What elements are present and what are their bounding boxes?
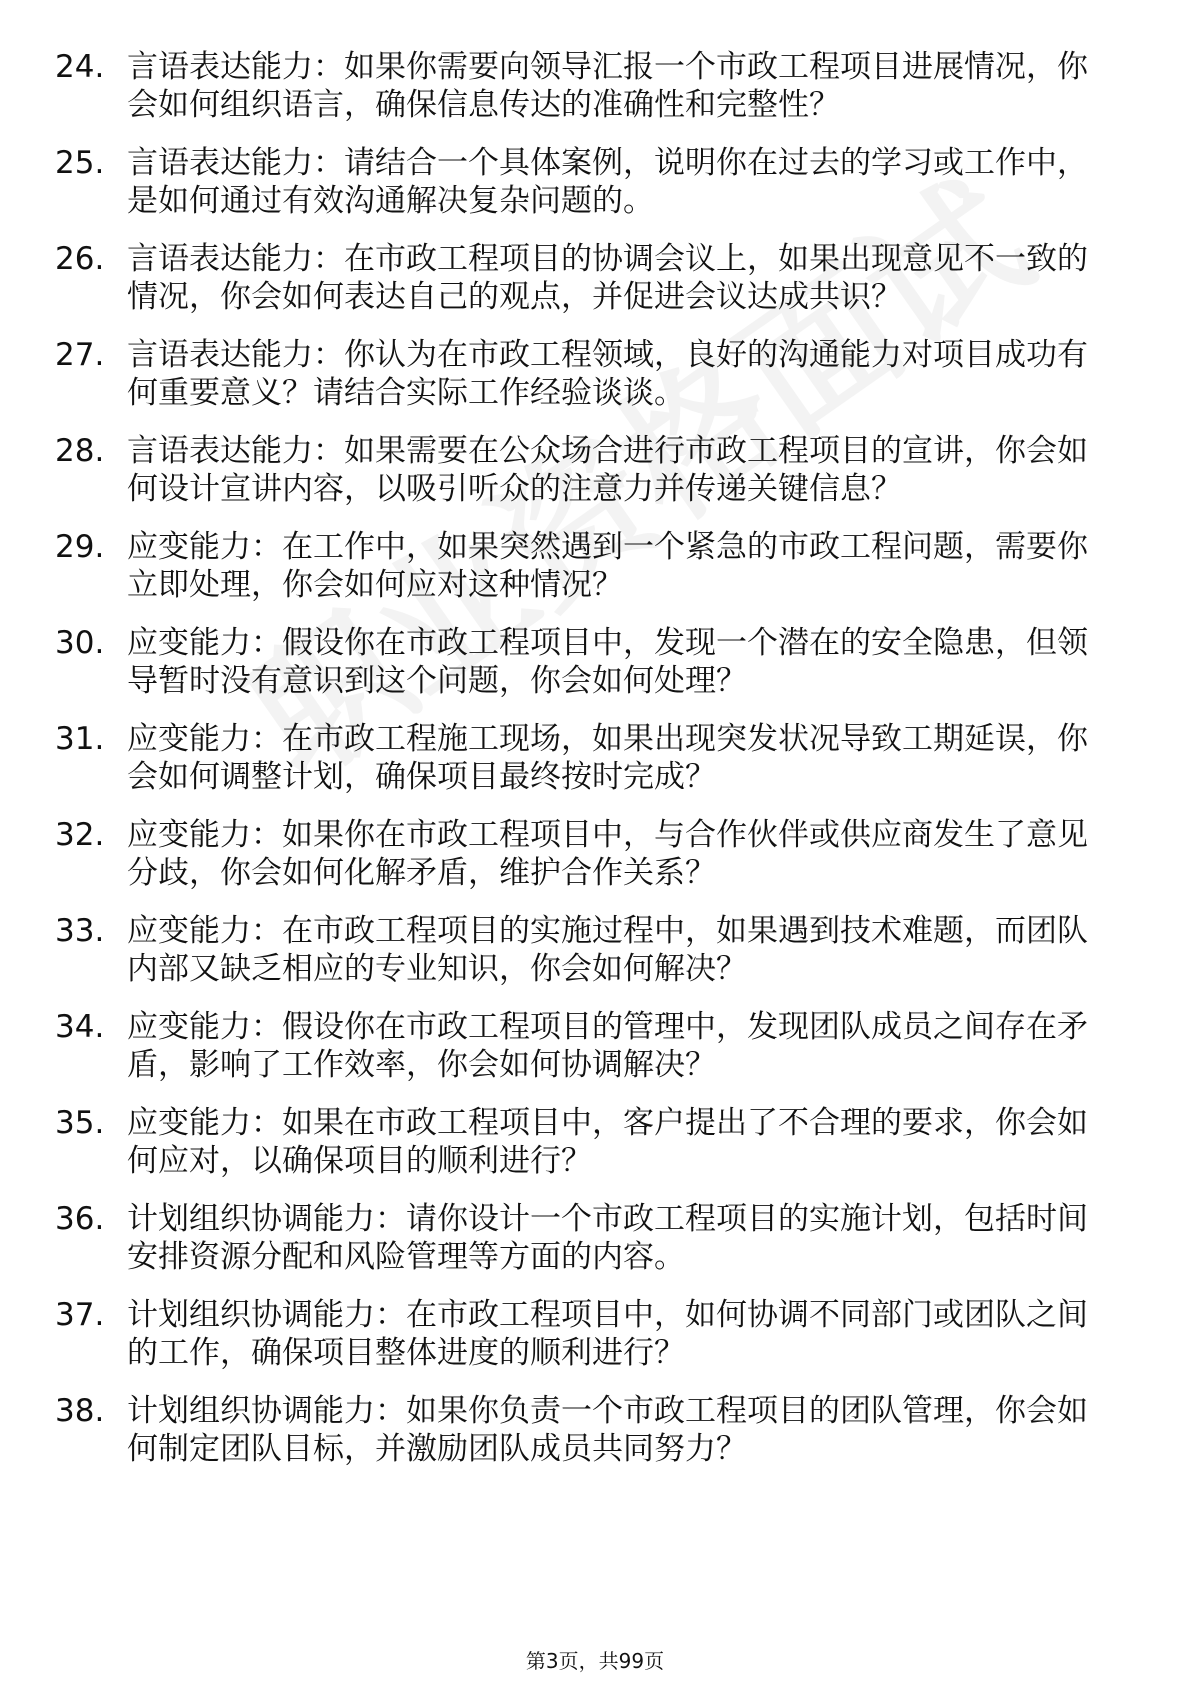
question-text: 计划组织协调能力：在市政工程项目中，如何协调不同部门或团队之间的工作，确保项目整体进度的顺利进行？ xyxy=(127,1297,1088,1371)
question-number: 38. xyxy=(55,1393,105,1429)
question-item xyxy=(55,240,1115,316)
question-number: 26. xyxy=(55,241,105,277)
question-text: 言语表达能力：请结合一个具体案例，说明你在过去的学习或工作中，是如何通过有效沟通解决复杂问题的。 xyxy=(127,145,1088,219)
question-text: 应变能力：假设你在市政工程项目的管理中，发现团队成员之间存在矛盾，影响了工作效率，你会如何协调解决？ xyxy=(127,1009,1088,1083)
question-number: 25. xyxy=(55,145,105,181)
question-text: 计划组织协调能力：请你设计一个市政工程项目的实施计划，包括时间安排资源分配和风险管理等方面的内容。 xyxy=(127,1201,1088,1275)
question-item xyxy=(55,912,1115,988)
question-item xyxy=(55,144,1115,220)
question-number: 31. xyxy=(55,721,105,757)
question-number: 24. xyxy=(55,49,105,85)
question-item xyxy=(55,48,1115,124)
question-item xyxy=(55,336,1115,412)
question-item xyxy=(55,1104,1115,1180)
question-text: 应变能力：在市政工程施工现场，如果出现突发状况导致工期延误，你会如何调整计划，确保项目最终按时完成？ xyxy=(127,721,1088,795)
question-item xyxy=(55,1008,1115,1084)
question-item xyxy=(55,816,1115,892)
question-number: 27. xyxy=(55,337,105,373)
question-text: 应变能力：在市政工程项目的实施过程中，如果遇到技术难题，而团队内部又缺乏相应的专业知识，你会如何解决？ xyxy=(127,913,1088,987)
question-number: 36. xyxy=(55,1201,105,1237)
question-list xyxy=(55,48,1115,1488)
page-footer: 第3页，共99页 xyxy=(525,1649,665,1673)
question-number: 28. xyxy=(55,433,105,469)
question-item xyxy=(55,624,1115,700)
question-item xyxy=(55,720,1115,796)
question-text: 应变能力：如果你在市政工程项目中，与合作伙伴或供应商发生了意见分歧，你会如何化解矛盾，维护合作关系？ xyxy=(127,817,1088,891)
question-item xyxy=(55,528,1115,604)
question-item xyxy=(55,1200,1115,1276)
question-number: 29. xyxy=(55,529,105,565)
question-number: 37. xyxy=(55,1297,105,1333)
question-number: 35. xyxy=(55,1105,105,1141)
question-text: 应变能力：如果在市政工程项目中，客户提出了不合理的要求，你会如何应对，以确保项目的顺利进行？ xyxy=(127,1105,1088,1179)
question-text: 计划组织协调能力：如果你负责一个市政工程项目的团队管理，你会如何制定团队目标，并激励团队成员共同努力？ xyxy=(127,1393,1088,1467)
question-number: 32. xyxy=(55,817,105,853)
question-text: 言语表达能力：在市政工程项目的协调会议上，如果出现意见不一致的情况，你会如何表达自己的观点，并促进会议达成共识？ xyxy=(127,241,1088,315)
question-text: 应变能力：假设你在市政工程项目中，发现一个潜在的安全隐患，但领导暂时没有意识到这个问题，你会如何处理？ xyxy=(127,625,1088,699)
question-text: 言语表达能力：你认为在市政工程领域，良好的沟通能力对项目成功有何重要意义？请结合实际工作经验谈谈。 xyxy=(127,337,1088,411)
question-number: 33. xyxy=(55,913,105,949)
question-number: 34. xyxy=(55,1009,105,1045)
question-text: 应变能力：在工作中，如果突然遇到一个紧急的市政工程问题，需要你立即处理，你会如何应对这种情况？ xyxy=(127,529,1088,603)
question-item xyxy=(55,432,1115,508)
question-text: 言语表达能力：如果需要在公众场合进行市政工程项目的宣讲，你会如何设计宣讲内容，以吸引听众的注意力并传递关键信息？ xyxy=(127,433,1088,507)
question-item xyxy=(55,1392,1115,1468)
question-text: 言语表达能力：如果你需要向领导汇报一个市政工程项目进展情况，你会如何组织语言，确保信息传达的准确性和完整性？ xyxy=(127,49,1088,123)
question-item xyxy=(55,1296,1115,1372)
question-number: 30. xyxy=(55,625,105,661)
